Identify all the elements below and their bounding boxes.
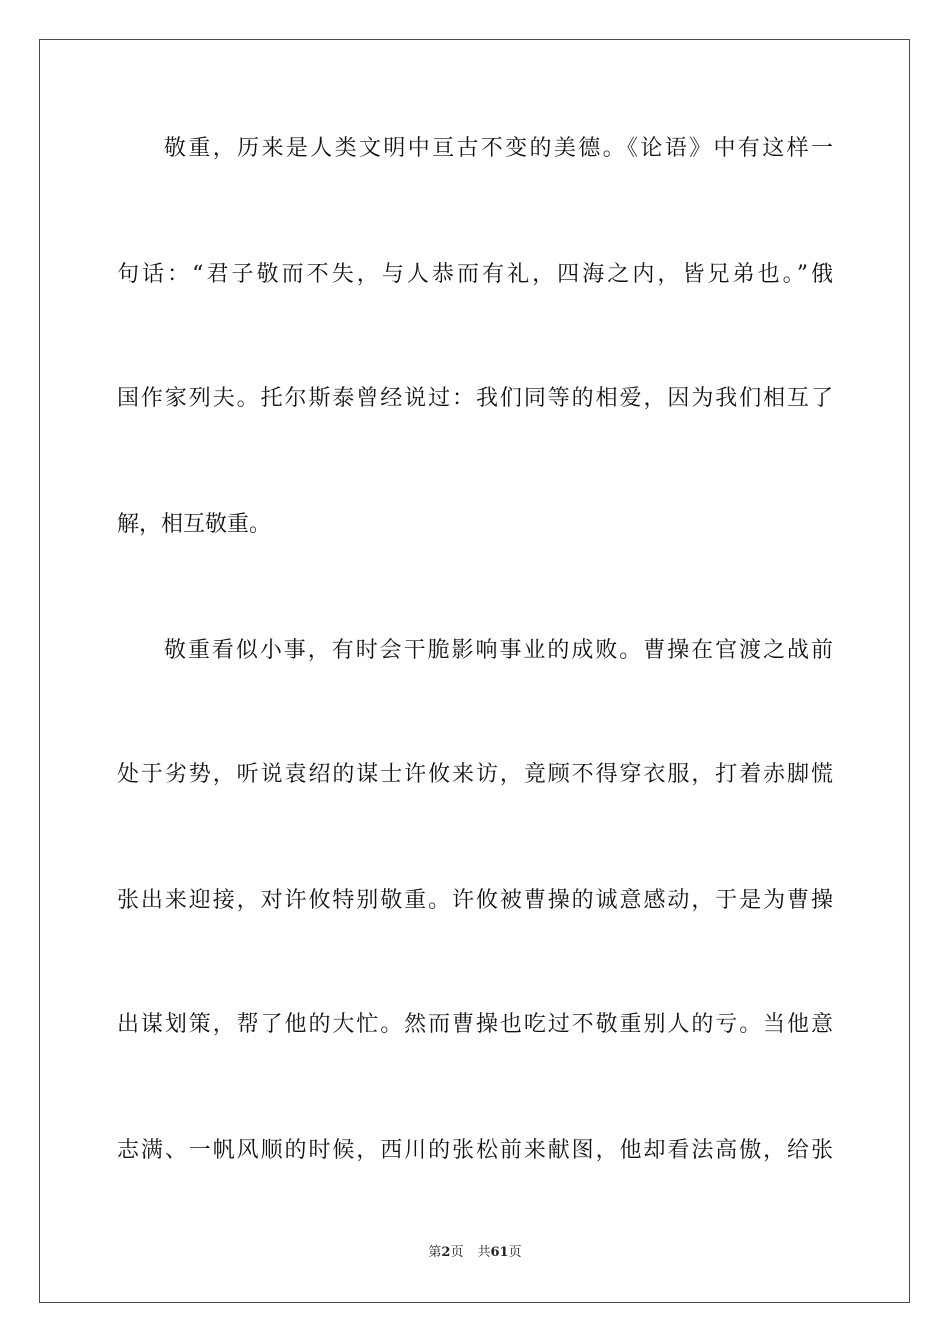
page-number: 2 [441, 1245, 451, 1260]
total-label-prefix: 共 [477, 1245, 491, 1260]
paragraph-line: 敬重，历来是人类文明中亘古不变的美德。《论语》中有这样一 [164, 136, 833, 161]
page-label-suffix: 页 [450, 1245, 464, 1260]
paragraph-line: 张出来迎接，对许攸特别敬重。许攸被曹操的诚意感动，于是为曹操 [117, 888, 833, 913]
page-footer [0, 1244, 950, 1262]
paragraph-line: 处于劣势，听说袁绍的谋士许攸来访，竟顾不得穿衣服，打着赤脚慌 [117, 762, 833, 787]
paragraph-line: 出谋划策，帮了他的大忙。然而曹操也吃过不敬重别人的亏。当他意 [117, 1012, 833, 1037]
paragraph-line: 国作家列夫。托尔斯泰曾经说过：我们同等的相爱，因为我们相互了 [117, 386, 833, 411]
page-label-prefix: 第 [428, 1245, 442, 1260]
paragraph-line: 解，相互敬重。 [117, 512, 272, 537]
total-label-suffix: 页 [508, 1245, 522, 1260]
paragraph-line: 敬重看似小事，有时会干脆影响事业的成败。曹操在官渡之战前 [164, 638, 833, 663]
paragraph-line: 志满、一帆风顺的时候，西川的张松前来献图，他却看法高傲，给张 [117, 1138, 833, 1163]
page-border [39, 39, 910, 1303]
total-pages: 61 [490, 1245, 509, 1260]
paragraph-line: 句话：“君子敬而不失，与人恭而有礼，四海之内，皆兄弟也。”俄 [117, 262, 833, 287]
